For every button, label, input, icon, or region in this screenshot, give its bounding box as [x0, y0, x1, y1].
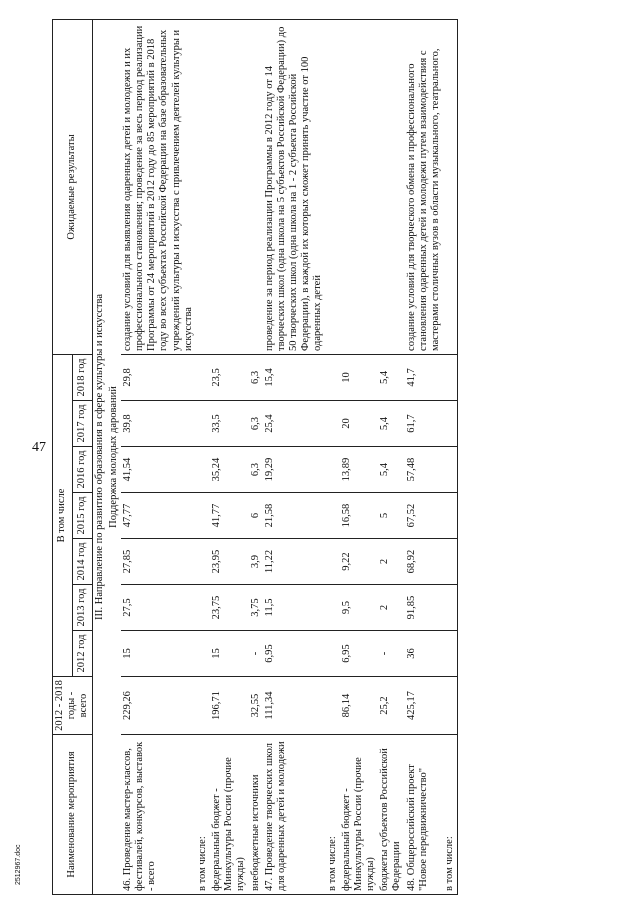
row-name: внебюджетные источники [249, 735, 263, 895]
row-year-value [326, 493, 340, 539]
row-year-value: 11,22 [263, 539, 326, 585]
row-year-value: 27,5 [121, 585, 196, 631]
row-year-value: 5,4 [378, 447, 404, 493]
header-year: 2018 год [72, 354, 92, 400]
row-year-value: 6,3 [249, 447, 263, 493]
header-year: 2013 год [72, 585, 92, 631]
row-total [443, 677, 458, 735]
row-name: 47. Проведение творческих школ для одаренных детей и молодежи [263, 735, 326, 895]
row-year-value [443, 539, 458, 585]
header-results: Ожидаемые результаты [53, 19, 93, 354]
row-year-value: 20 [340, 401, 379, 447]
row-year-value [443, 447, 458, 493]
row-year-value [196, 631, 210, 677]
row-year-value: 6,95 [263, 631, 326, 677]
row-year-value [326, 354, 340, 400]
row-year-value [326, 539, 340, 585]
header-year: 2015 год [72, 493, 92, 539]
row-name: бюджеты субъектов Российской Федерации [378, 735, 404, 895]
row-year-value: 41,77 [210, 493, 249, 539]
row-year-value: 39,8 [121, 401, 196, 447]
row-year-value [326, 401, 340, 447]
row-year-value: 3,9 [249, 539, 263, 585]
row-year-value: 2 [378, 585, 404, 631]
row-year-value [443, 585, 458, 631]
row-year-value: 33,5 [210, 401, 249, 447]
row-year-value: 61,7 [405, 401, 444, 447]
row-total: 425,17 [405, 677, 444, 735]
row-year-value: 5 [378, 493, 404, 539]
row-result [378, 19, 404, 354]
row-year-value: 15,4 [263, 354, 326, 400]
table-row [196, 19, 210, 894]
row-year-value: 11,5 [263, 585, 326, 631]
row-year-value: 19,29 [263, 447, 326, 493]
row-year-value: 41,54 [121, 447, 196, 493]
row-result [443, 19, 458, 354]
row-year-value: 68,92 [405, 539, 444, 585]
row-year-value: 15 [121, 631, 196, 677]
row-year-value: 29,8 [121, 354, 196, 400]
row-year-value: 5,4 [378, 354, 404, 400]
row-year-value [443, 631, 458, 677]
table-body [92, 19, 458, 894]
row-name: в том числе: [326, 735, 340, 895]
row-year-value: 23,75 [210, 585, 249, 631]
row-year-value: 57,48 [405, 447, 444, 493]
row-year-value: 9,5 [340, 585, 379, 631]
row-total [326, 677, 340, 735]
table-row [405, 19, 444, 894]
header-in-that: В том числе [53, 354, 73, 676]
row-name: федеральный бюджет - Минкультуры России (прочие нужды) [340, 735, 379, 895]
row-result: создание условий для выявления одаренных детей и молодежи и их профессионального становления; проведение за весь период реализации Программы от 24 мероприятий в 2012 году до 85 мероприятий в 2018 году во всех субъектах Российской Федерации на базе образовательных учреждений культуры и искусства с привлечением деятелей культуры и искусства [121, 19, 196, 354]
row-year-value: 15 [210, 631, 249, 677]
row-year-value: 36 [405, 631, 444, 677]
table-row [378, 19, 404, 894]
table-row [249, 19, 263, 894]
row-year-value [196, 585, 210, 631]
row-name: в том числе: [443, 735, 458, 895]
row-year-value: 13,89 [340, 447, 379, 493]
row-year-value [443, 401, 458, 447]
header-year: 2012 год [72, 631, 92, 677]
row-result: проведение за период реализации Программы в 2012 году от 14 творческих школ (одна школа на 5 субъектов Российской Федерации) до 50 творческих школ (одна школа на 1 - 2 субъекта Российской Федерации), в каждой их которых сможет принять участие от 100 одаренных детей [263, 19, 326, 354]
row-year-value: 2 [378, 539, 404, 585]
row-name: федеральный бюджет - Минкультуры России (прочие нужды) [210, 735, 249, 895]
row-name: 48. Общероссийский проект "Новое передвижничество" [405, 735, 444, 895]
row-total: 86,14 [340, 677, 379, 735]
row-year-value: 6 [249, 493, 263, 539]
row-year-value: 35,24 [210, 447, 249, 493]
row-total: 32,55 [249, 677, 263, 735]
subsection-title: Поддержка молодых дарований [107, 19, 121, 894]
header-name: Наименование мероприятия [53, 735, 93, 895]
table-header [53, 19, 93, 894]
table-row [210, 19, 249, 894]
row-year-value [326, 447, 340, 493]
table-row [326, 19, 340, 894]
row-result [196, 19, 210, 354]
row-year-value: 41,7 [405, 354, 444, 400]
header-year: 2017 год [72, 401, 92, 447]
row-year-value: 6,3 [249, 401, 263, 447]
row-year-value: 6,95 [340, 631, 379, 677]
row-year-value [326, 585, 340, 631]
table-row [121, 19, 196, 894]
row-year-value: 23,5 [210, 354, 249, 400]
row-year-value: 6,3 [249, 354, 263, 400]
row-result [210, 19, 249, 354]
row-year-value: 21,58 [263, 493, 326, 539]
header-total: 2012 - 2018 годы - всего [53, 677, 93, 735]
row-year-value: 16,58 [340, 493, 379, 539]
section-title: III. Направление по развитию образования в сфере культуры и искусства [92, 19, 107, 894]
row-total: 196,71 [210, 677, 249, 735]
row-name: в том числе: [196, 735, 210, 895]
row-year-value: 47,77 [121, 493, 196, 539]
row-year-value [326, 631, 340, 677]
row-year-value: 27,85 [121, 539, 196, 585]
row-total: 25,2 [378, 677, 404, 735]
row-year-value: 67,52 [405, 493, 444, 539]
row-year-value [196, 447, 210, 493]
table-row [443, 19, 458, 894]
row-result [249, 19, 263, 354]
row-year-value [443, 493, 458, 539]
rotated-page-content [52, 20, 592, 895]
row-year-value: 25,4 [263, 401, 326, 447]
row-result: создание условий для творческого обмена и профессионального становления одаренных детей и молодежи путем взаимодействия с мастерами столичных вузов в области музыкального, театрального, [405, 19, 444, 354]
row-result [340, 19, 379, 354]
footer-code: 2512967.doc [15, 844, 22, 885]
header-year: 2016 год [72, 447, 92, 493]
program-table [52, 19, 458, 895]
row-total [196, 677, 210, 735]
row-result [326, 19, 340, 354]
row-year-value: - [249, 631, 263, 677]
row-year-value: 5,4 [378, 401, 404, 447]
header-year: 2014 год [72, 539, 92, 585]
row-year-value [196, 354, 210, 400]
row-total: 111,34 [263, 677, 326, 735]
table-row [340, 19, 379, 894]
row-year-value: - [378, 631, 404, 677]
row-year-value: 9,22 [340, 539, 379, 585]
table-row [263, 19, 326, 894]
row-year-value [196, 539, 210, 585]
row-year-value: 91,85 [405, 585, 444, 631]
page-number: 47 [32, 440, 46, 455]
row-year-value [196, 401, 210, 447]
row-name: 46. Проведение мастер-классов, фестивалей, конкурсов, выставок - всего [121, 735, 196, 895]
row-year-value: 10 [340, 354, 379, 400]
row-year-value: 23,95 [210, 539, 249, 585]
row-year-value [443, 354, 458, 400]
row-year-value [196, 493, 210, 539]
row-year-value: 3,75 [249, 585, 263, 631]
row-total: 229,26 [121, 677, 196, 735]
